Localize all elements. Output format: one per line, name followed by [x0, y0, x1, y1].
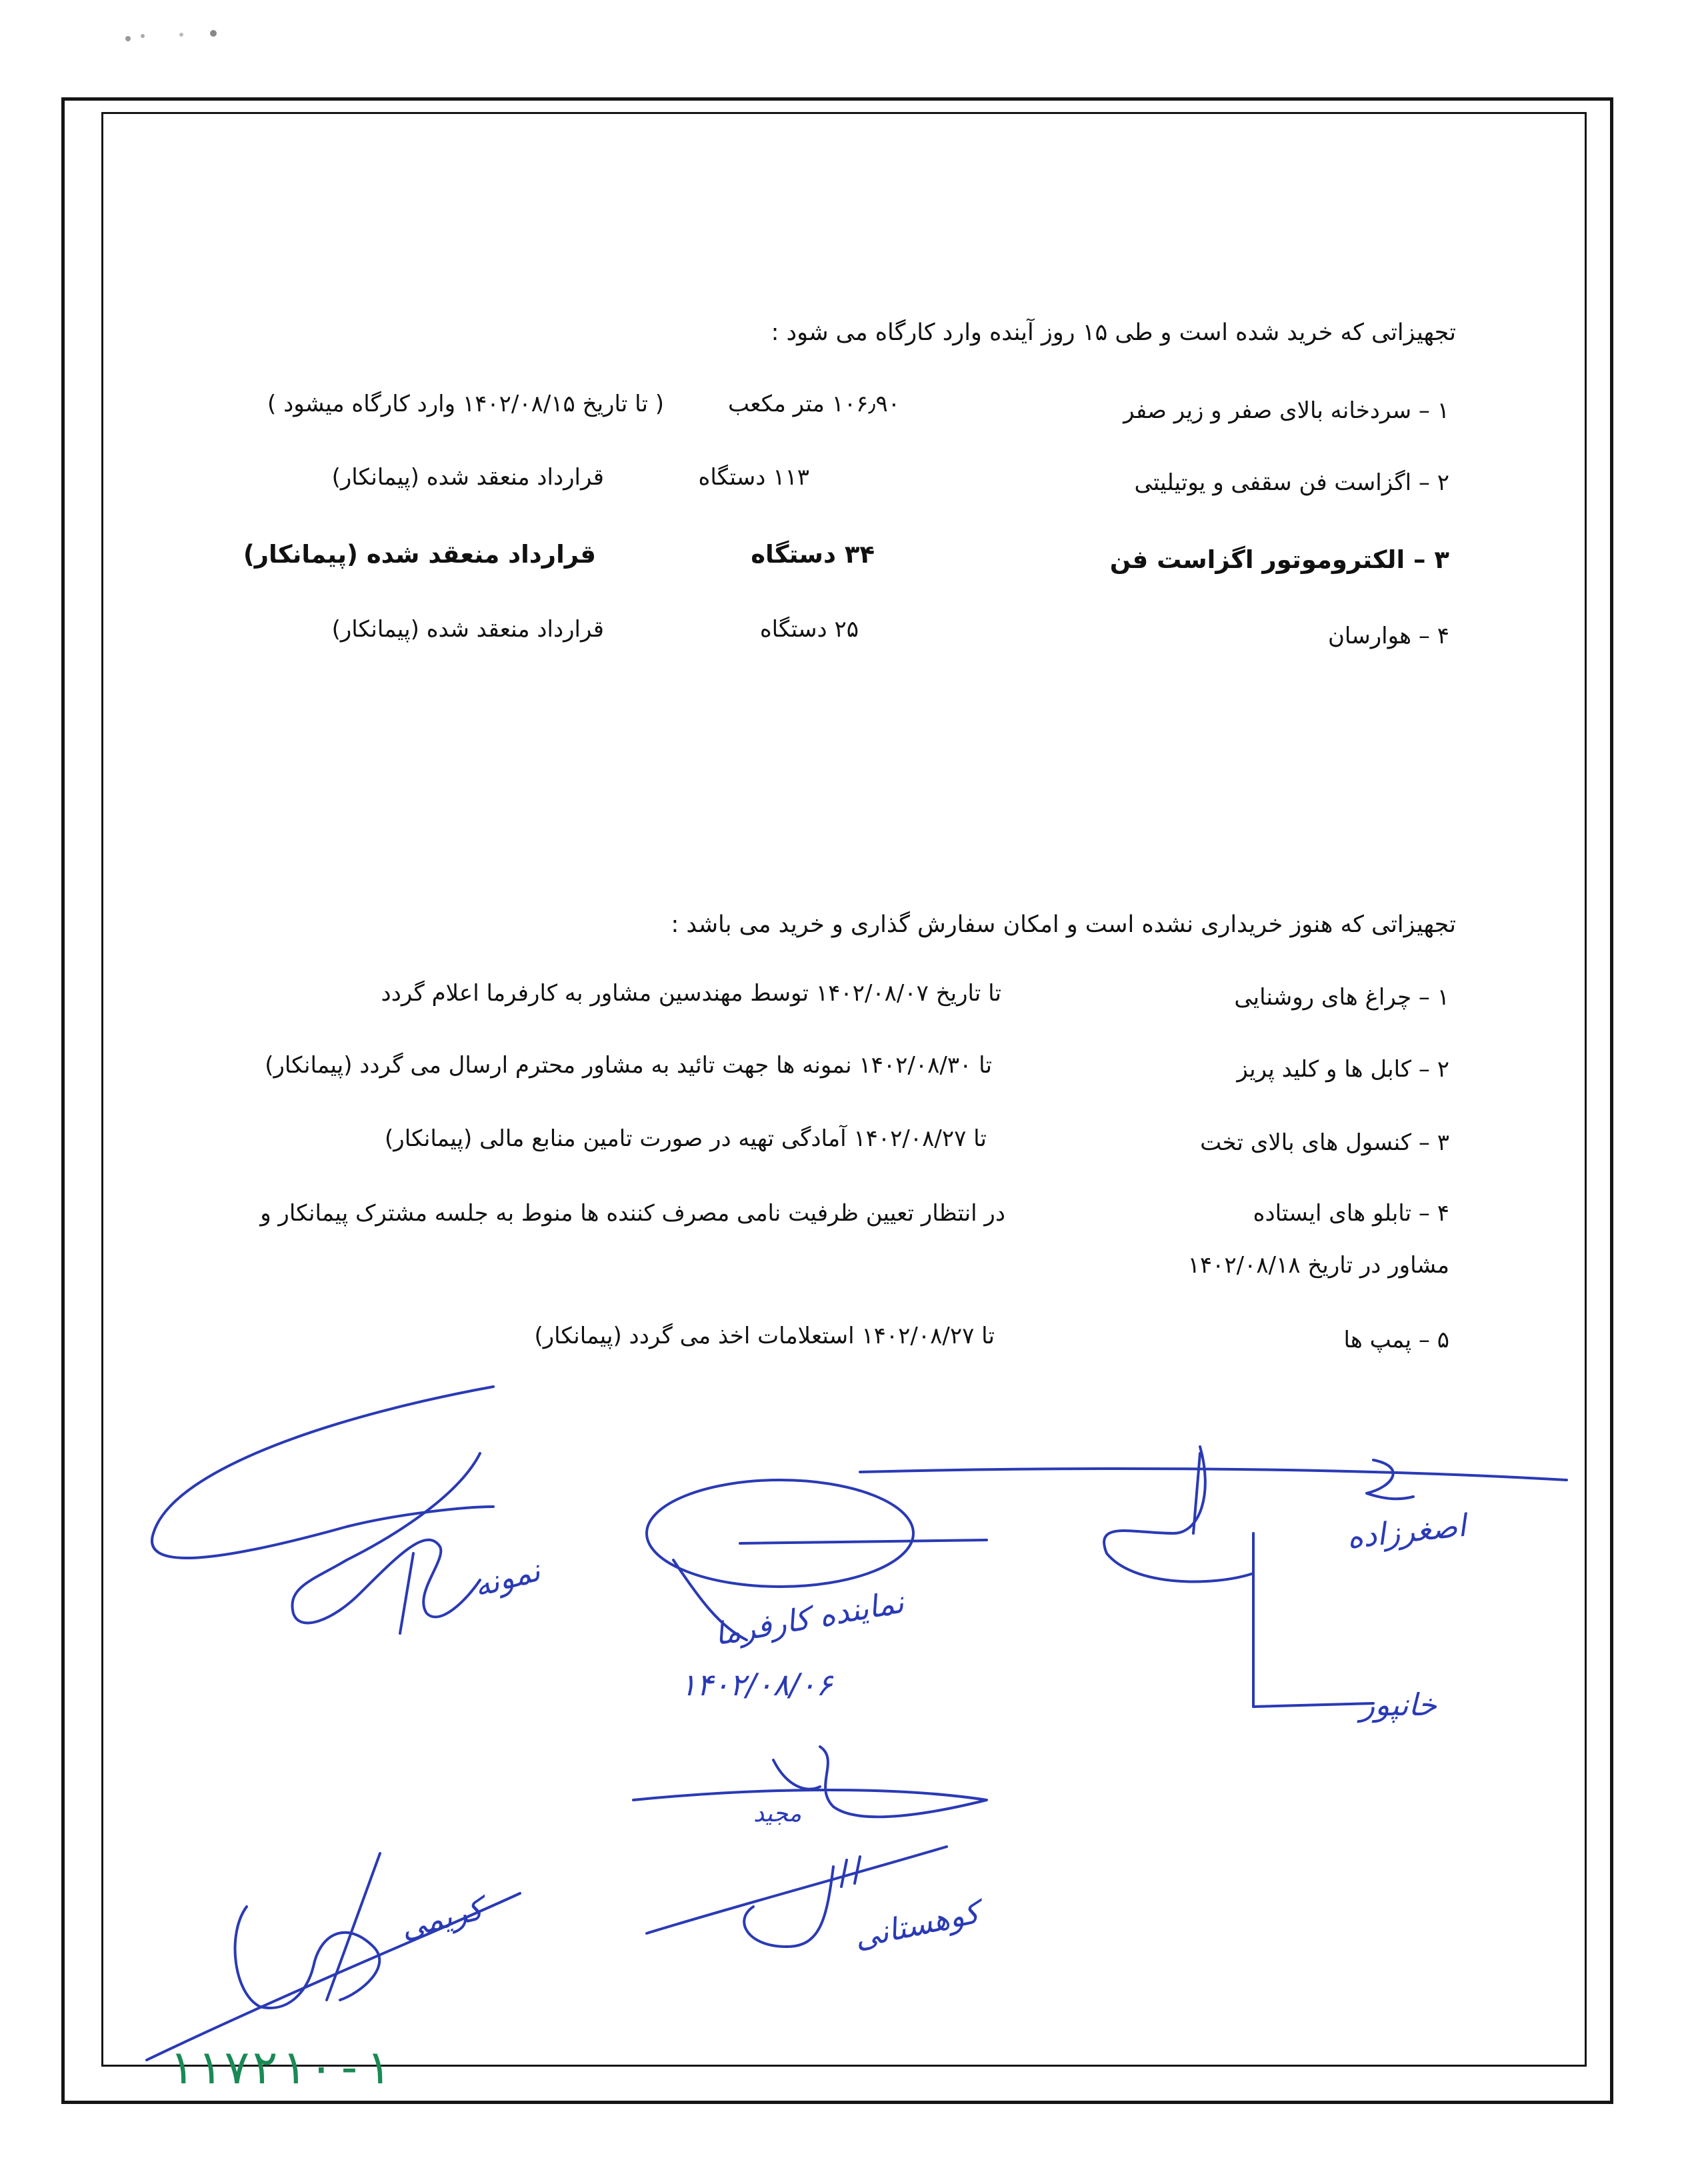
section2-item4-continuation: مشاور در تاریخ ۱۴۰۲/۰۸/۱۸	[1187, 1252, 1449, 1279]
section1-item1-name: ۱ – سردخانه بالای صفر و زیر صفر	[1123, 397, 1449, 424]
section1-item4-status: قرارداد منعقد شده (پیمانکار)	[331, 616, 604, 643]
section2-item1-detail: تا تاریخ ۱۴۰۲/۰۸/۰۷ توسط مهندسین مشاور به کارفرما اعلام گردد	[381, 980, 1001, 1007]
section2-item1-name: ۱ – چراغ های روشنایی	[1234, 984, 1449, 1011]
handwriting-label-7: کریمی	[397, 1890, 487, 1946]
section2-item5-detail: تا ۱۴۰۲/۰۸/۲۷ استعلامات اخذ می گردد (پیمانکار)	[534, 1323, 995, 1349]
section1-heading: تجهیزاتی که خرید شده است و طی ۱۵ روز آینده وارد کارگاه می شود :	[771, 319, 1456, 346]
section2-item5-name: ۵ – پمپ ها	[1343, 1327, 1449, 1353]
handwriting-label-4: خانپور	[1360, 1687, 1437, 1723]
scan-speck-marks	[121, 20, 228, 47]
section1-item1-quantity: ۱۰۶٫۹۰ متر مکعب	[728, 391, 900, 417]
section2-item4-name: ۴ – تابلو های ایستاده	[1253, 1200, 1449, 1227]
handwriting-label-1: نمونه	[469, 1551, 544, 1605]
handwritten-reference-number: ۱۱۷۲۱۰-۱	[167, 2040, 392, 2095]
section1-item1-status: ( تا تاریخ ۱۴۰۲/۰۸/۱۵ وارد کارگاه میشود )	[267, 391, 664, 417]
section2-item2-name: ۲ – کابل ها و کلید پریز	[1237, 1056, 1449, 1083]
section1-item3-quantity: ۳۴ دستگاه	[751, 540, 875, 569]
handwriting-label-5: مجید	[753, 1800, 802, 1827]
handwriting-label-3: اصغرزاده	[1345, 1507, 1468, 1556]
handwriting-label-6: کوهستانی	[851, 1893, 983, 1956]
section1-item4-quantity: ۲۵ دستگاه	[759, 616, 859, 643]
section2-item3-detail: تا ۱۴۰۲/۰۸/۲۷ آمادگی تهیه در صورت تامین منابع مالی (پیمانکار)	[385, 1125, 987, 1152]
section2-heading: تجهیزاتی که هنوز خریداری نشده است و امکان سفارش گذاری و خرید می باشد :	[671, 911, 1456, 938]
section1-item2-status: قرارداد منعقد شده (پیمانکار)	[331, 464, 604, 491]
section1-item2-quantity: ۱۱۳ دستگاه	[698, 464, 809, 491]
section1-item4-name: ۴ – هوارسان	[1327, 623, 1449, 649]
section1-item3-name: ۳ – الکتروموتور اگزاست فن	[1109, 545, 1449, 574]
handwriting-label-2: نماینده کارفرما	[711, 1583, 907, 1653]
section2-item2-detail: تا ۱۴۰۲/۰۸/۳۰ نمونه ها جهت تائید به مشاور محترم ارسال می گردد (پیمانکار)	[265, 1052, 992, 1079]
section2-item4-detail: در انتظار تعیین ظرفیت نامی مصرف کننده ها منوط به جلسه مشترک پیمانکار و	[260, 1200, 1005, 1227]
section1-item2-name: ۲ – اگزاست فن سقفی و یوتیلیتی	[1134, 469, 1449, 496]
handwriting-date: ۱۴۰۲/۰۸/۰۶	[680, 1667, 833, 1703]
section1-item3-status: قرارداد منعقد شده (پیمانکار)	[243, 540, 596, 569]
section2-item3-name: ۳ – کنسول های بالای تخت	[1200, 1129, 1449, 1156]
